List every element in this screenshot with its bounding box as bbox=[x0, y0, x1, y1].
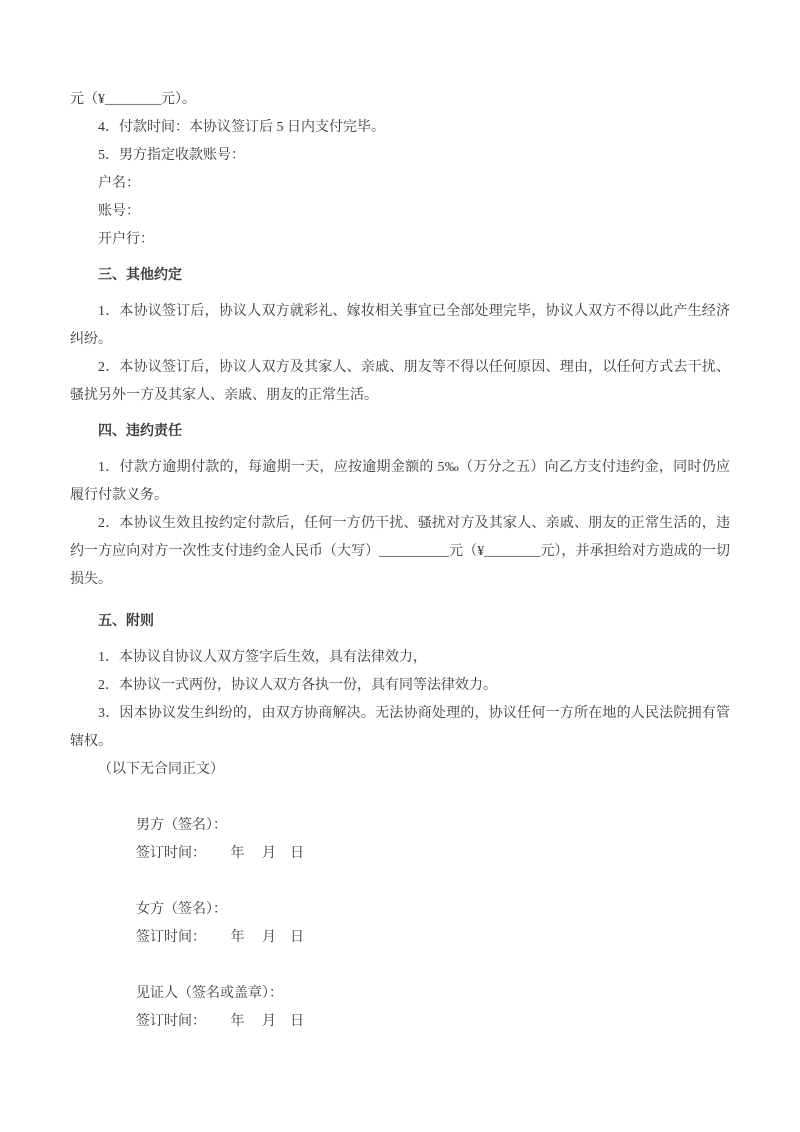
amount-continuation-line: 元（¥________元）。 bbox=[70, 92, 196, 107]
bank-label: 开户行： bbox=[98, 232, 154, 247]
signature-block-male-party bbox=[70, 812, 730, 868]
female-party-date-line: 签订时间： 年 月 日 bbox=[136, 930, 304, 945]
section4-item-2: 2．本协议生效且按约定付款后，任何一方仍干扰、骚扰对方及其家人、亲戚、朋友的正常生活的，违约一方应向对方一次性支付违约金人民币（大写）__________元（¥________元），并承担给对方造成的一切损失。 bbox=[70, 516, 730, 587]
section4-heading: 四、违约责任 bbox=[98, 424, 182, 439]
payment-item-4: 4．付款时间：本协议签订后 5 日内支付完毕。 bbox=[98, 120, 385, 135]
payment-item-5: 5．男方指定收款账号： bbox=[98, 148, 245, 163]
signature-block-witness bbox=[70, 980, 730, 1036]
male-party-date-line: 签订时间： 年 月 日 bbox=[136, 846, 304, 861]
signature-block-female-party bbox=[70, 896, 730, 952]
section5-item-1: 1．本协议自协议人双方签字后生效，具有法律效力， bbox=[98, 650, 427, 665]
section5-heading: 五、附则 bbox=[98, 614, 154, 629]
account-name-label: 户名： bbox=[98, 176, 140, 191]
witness-date-line: 签订时间： 年 月 日 bbox=[136, 1014, 304, 1029]
account-number-label: 账号： bbox=[98, 204, 140, 219]
section3-heading: 三、其他约定 bbox=[98, 268, 182, 283]
section3-item-2: 2．本协议签订后，协议人双方及其家人、亲戚、朋友等不得以任何原因、理由，以任何方式去干扰、骚扰另外一方及其家人、亲戚、朋友的正常生活。 bbox=[70, 360, 730, 403]
closing-note: （以下无合同正文） bbox=[98, 762, 224, 777]
section3-item-1: 1．本协议签订后，协议人双方就彩礼、嫁妆相关事宜已全部处理完毕，协议人双方不得以此产生经济纠纷。 bbox=[70, 304, 730, 347]
female-party-signature-label: 女方（签名）： bbox=[136, 902, 227, 917]
male-party-signature-label: 男方（签名）： bbox=[136, 818, 227, 833]
witness-signature-label: 见证人（签名或盖章）： bbox=[136, 986, 283, 1001]
section4-item-1: 1．付款方逾期付款的，每逾期一天，应按逾期金额的 5‰（万分之五）向乙方支付违约金，同时仍应履行付款义务。 bbox=[70, 460, 730, 503]
section5-item-2: 2．本协议一式两份，协议人双方各执一份，具有同等法律效力。 bbox=[98, 678, 497, 693]
section5-item-3: 3．因本协议发生纠纷的，由双方协商解决。无法协商处理的，协议任何一方所在地的人民法院拥有管辖权。 bbox=[70, 706, 730, 749]
